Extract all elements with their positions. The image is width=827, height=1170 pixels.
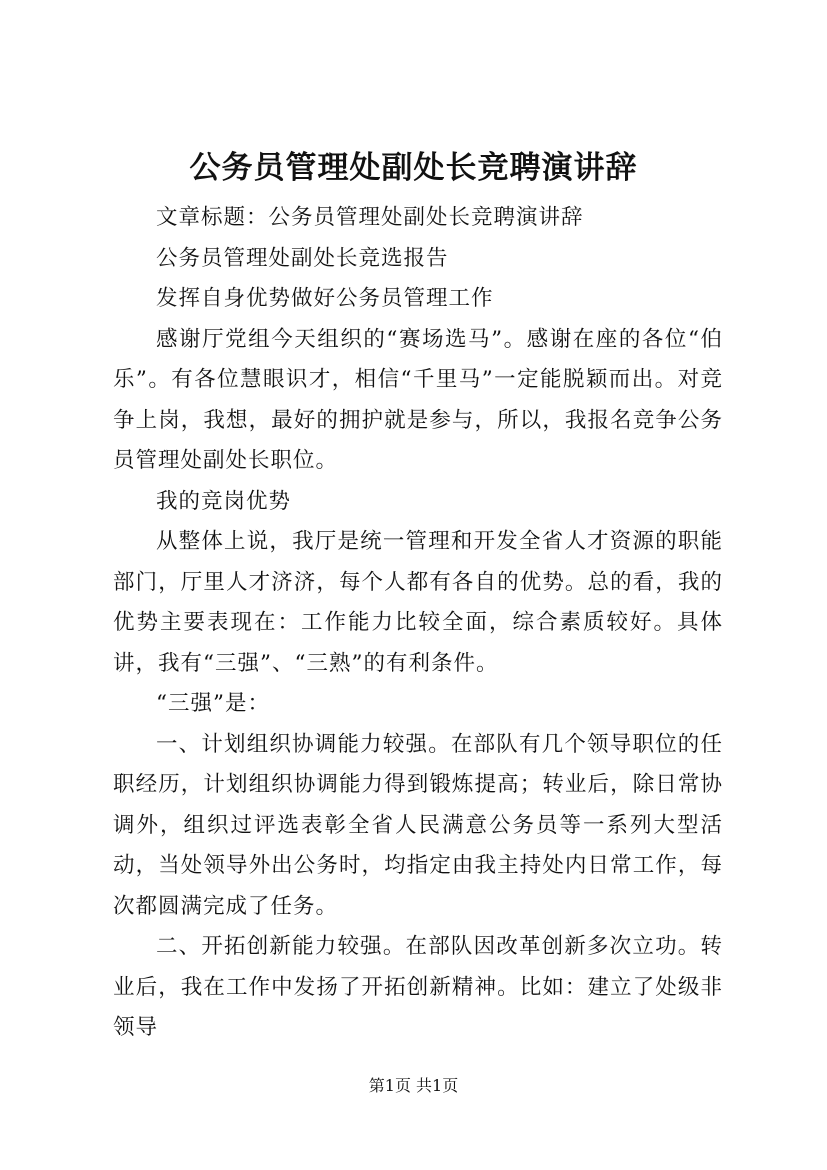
paragraph-strength-two: 二、开拓创新能力较强。在部队因改革创新多次立功。转业后，我在工作中发扬了开拓创新精神。比如：建立了处级非领导	[113, 934, 723, 1040]
paragraph-overview: 从整体上说，我厅是统一管理和开发全省人才资源的职能部门，厅里人才济济，每个人都有各自的优势。总的看，我的优势主要表现在：工作能力比较全面，综合素质较好。具体讲，我有“三强”、“三熟”的有利条件。	[113, 529, 723, 676]
section-heading-advantages: 我的竞岗优势	[156, 488, 292, 514]
paragraph-theme: 发挥自身优势做好公务员管理工作	[156, 286, 494, 311]
paragraph-intro: 感谢厅党组今天组织的“赛场选马”。感谢在座的各位“伯乐”。有各位慧眼识才，相信“千里马”一定能脱颖而出。对竞争上岗，我想，最好的拥护就是参与，所以，我报名竞争公务员管理处副处长职位。	[113, 326, 723, 473]
document-title: 公务员管理处副处长竞聘演讲辞	[189, 150, 638, 186]
paragraph-three-strengths: “三强”是：	[156, 691, 270, 716]
page-footer: 第1页 共1页	[368, 1076, 459, 1095]
paragraph-subtitle: 公务员管理处副处长竞选报告	[156, 245, 449, 271]
document-body	[113, 198, 723, 1049]
paragraph-strength-one: 一、计划组织协调能力较强。在部队有几个领导职位的任职经历，计划组织协调能力得到锻炼提高；转业后，除日常协调外，组织过评选表彰全省人民满意公务员等一系列大型活动，当处领导外出公务时，均指定由我主持处内日常工作，每次都圆满完成了任务。	[113, 731, 723, 919]
paragraph-article-title: 文章标题：公务员管理处副处长竞聘演讲辞	[156, 205, 584, 230]
